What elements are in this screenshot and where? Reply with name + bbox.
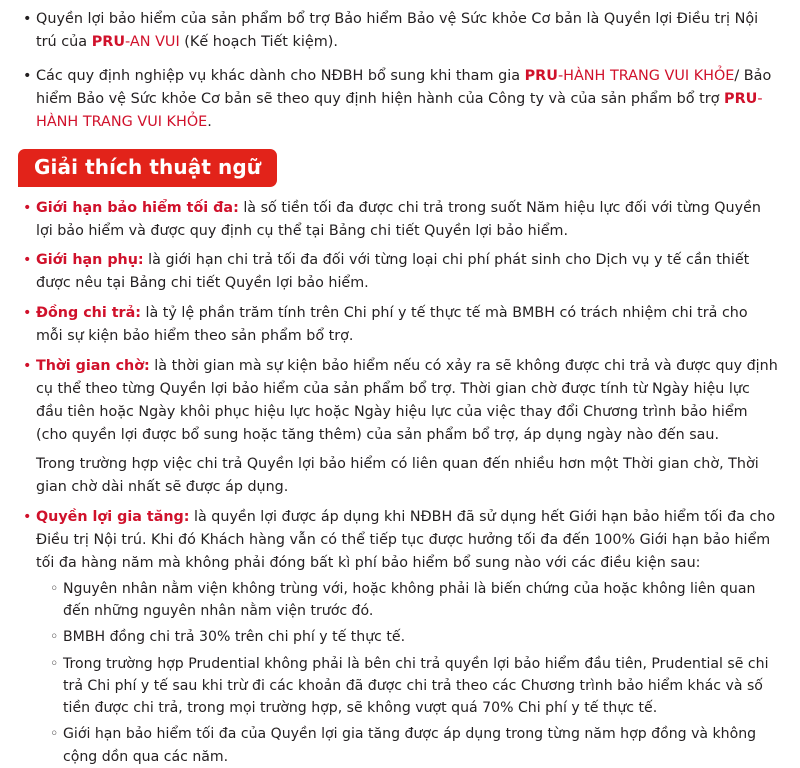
- glossary-definition: là thời gian mà sự kiện bảo hiểm nếu có xảy ra sẽ không được chi trả và được quy định cụ thể theo từng Quyền lợi bảo hiểm của sản phẩm bổ trợ. Thời gian chờ được tính từ Ngày hiệu lực đầu tiên hoặc Ngày khôi phục hiệu lực hoặc Ngày hiệu lực của việc thay đổi Chương trình bảo hiểm (cho quyền lợi được bổ sung hoặc tăng thêm) của sản phẩm bổ trợ, áp dụng ngày nào đến sau.: [36, 357, 778, 443]
- section-heading-banner: Giải thích thuật ngữ: [18, 149, 277, 187]
- glossary-list-continued: [22, 506, 778, 768]
- glossary-definition: là quyền lợi được áp dụng khi NĐBH đã sử dụng hết Giới hạn bảo hiểm tối đa cho Điều trị Nội trú. Khi đó Khách hàng vẫn có thể tiếp tục được hưởng tối đa đến 100% Giới hạn bảo hiểm tối đa hàng năm mà không phải đóng bất kì phí bảo hiểm bổ sung nào với các điều kiện sau:: [36, 509, 776, 571]
- glossary-definition: là giới hạn chi trả tối đa đối với từng loại chi phí phát sinh cho Dịch vụ y tế cần thiết được nêu tại Bảng chi tiết Quyền lợi bảo hiểm.: [36, 252, 750, 292]
- list-item: [22, 506, 778, 768]
- bullet-text-segment: (Kế hoạch Tiết kiệm).: [179, 34, 338, 51]
- brand-prefix: PRU: [91, 34, 126, 51]
- bullet-text-segment: .: [207, 114, 212, 131]
- glossary-term: Đồng chi trả:: [36, 305, 141, 322]
- brand-name: -HÀNH TRANG VUI KHỎE: [36, 90, 763, 131]
- intro-bullets-section: [0, 0, 800, 135]
- glossary-definition: là số tiền tối đa được chi trả trong suốt Năm hiệu lực đối với từng Quyền lợi bảo hiểm và được quy định cụ thể tại Bảng chi tiết Quyền lợi bảo hiểm.: [36, 199, 761, 239]
- list-item: ◦ Nguyên nhân nằm viện không trùng với, hoặc không phải là biến chứng của hoặc không liên quan đến những nguyên nhân nằm viện trước đó.: [50, 578, 778, 623]
- glossary-term: Quyền lợi gia tăng:: [36, 509, 190, 526]
- glossary-term: Thời gian chờ:: [36, 357, 150, 374]
- bullet-text-segment: / Bảo hiểm Bảo vệ Sức khỏe Cơ bản sẽ theo quy định hiện hành của Công ty và của sản phẩm bổ trợ: [36, 67, 772, 107]
- glossary-term: Giới hạn bảo hiểm tối đa:: [36, 199, 239, 216]
- glossary-extra-paragraph: Trong trường hợp việc chi trả Quyền lợi bảo hiểm có liên quan đến nhiều hơn một Thời gian chờ, Thời gian chờ dài nhất sẽ được áp dụng.: [36, 456, 759, 496]
- intro-bullet-list: [22, 8, 778, 135]
- section-heading-wrap: [18, 149, 800, 187]
- list-item: [22, 249, 778, 295]
- glossary-section: [0, 197, 800, 768]
- list-item: ◦ Trong trường hợp Prudential không phải là bên chi trả quyền lợi bảo hiểm đầu tiên, Prudential sẽ chi trả Chi phí y tế sau khi trừ đi các khoản đã được chi trả theo các Chương trình bảo hiểm khác và số tiền được chi trả, trong mọi trường hợp, sẽ không vượt quá 70% Chi phí y tế thực tế.: [50, 653, 778, 720]
- bullet-text-segment: Các quy định nghiệp vụ khác dành cho NĐBH bổ sung khi tham gia: [36, 67, 525, 84]
- glossary-term: Giới hạn phụ:: [36, 252, 144, 269]
- list-item: ◦ Giới hạn bảo hiểm tối đa của Quyền lợi gia tăng được áp dụng trong từng năm hợp đồng và không cộng dồn qua các năm.: [50, 723, 778, 768]
- brand-prefix: PRU: [724, 90, 758, 107]
- list-item: [22, 302, 778, 348]
- brand-name: -AN VUI: [125, 34, 180, 51]
- list-item: [22, 8, 778, 55]
- glossary-sub-bullet-list: [36, 578, 778, 768]
- brand-prefix: PRU: [524, 67, 558, 84]
- list-item: ◦ BMBH đồng chi trả 30% trên chi phí y tế thực tế.: [50, 626, 778, 648]
- list-item: [22, 355, 778, 447]
- brand-name: -HÀNH TRANG VUI KHỎE: [557, 67, 735, 84]
- list-item: [22, 197, 778, 243]
- bullet-text-segment: Quyền lợi bảo hiểm của sản phẩm bổ trợ Bảo hiểm Bảo vệ Sức khỏe Cơ bản là Quyền lợi Điều trị Nội trú của: [36, 11, 759, 51]
- list-item: [22, 65, 778, 135]
- glossary-list: [22, 197, 778, 447]
- glossary-definition: là tỷ lệ phần trăm tính trên Chi phí y tế thực tế mà BMBH có trách nhiệm chi trả cho mỗi sự kiện bảo hiểm theo sản phẩm bổ trợ.: [36, 305, 748, 345]
